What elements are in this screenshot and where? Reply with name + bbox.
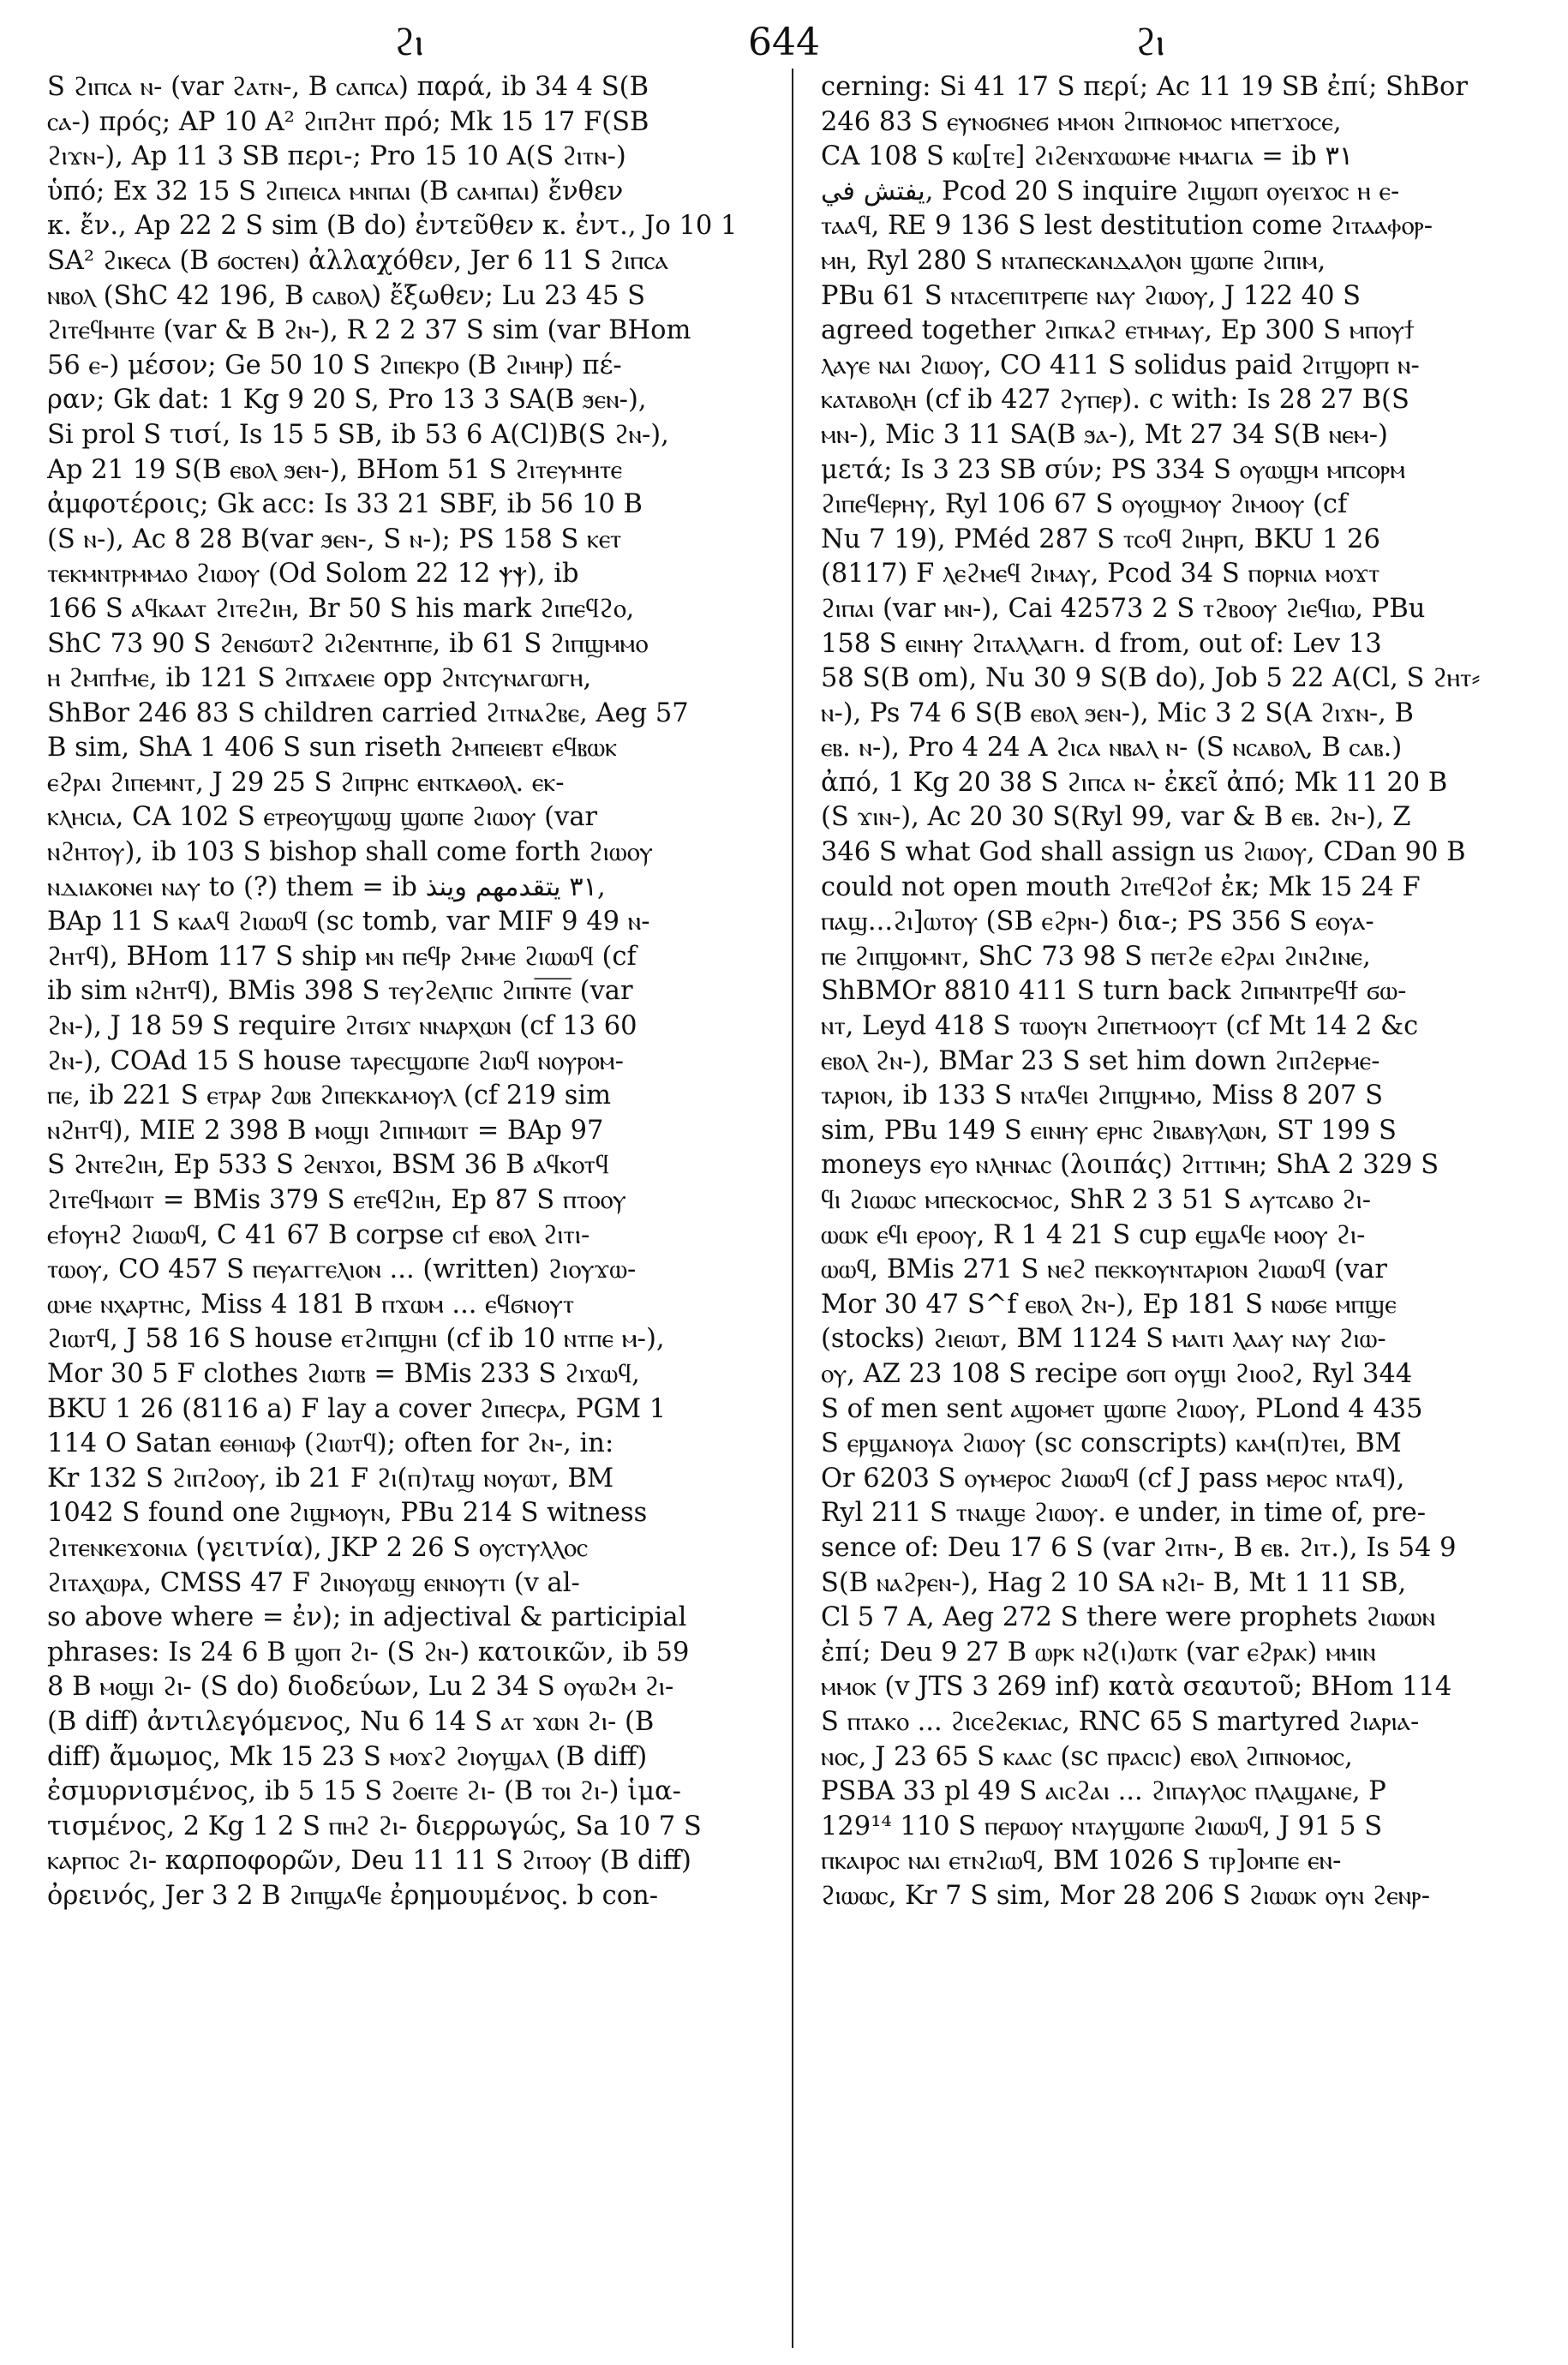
text-line: ἀπό, 1 Kg 20 38 S ϩⲓⲡⲥⲁ ⲛ- ἐκεῖ ἀπό; Mk 11 20 B bbox=[821, 767, 1448, 798]
text-line: Ryl 211 S ⲧⲛⲁϣⲉ ϩⲓⲱⲟⲩ. e under, in time of, pre- bbox=[821, 1498, 1427, 1529]
right-column bbox=[821, 70, 1553, 2350]
text-line: (S ⲛ-), Ac 8 28 B(var ϧⲉⲛ-, S ⲛ-); PS 158 S ⲕⲉⲧ bbox=[47, 524, 622, 554]
text-line: ϩⲓⲡⲁⲓ (var ⲙⲛ-), Cai 42573 2 S ⲧϩⲃⲟⲟⲩ ϩⲓⲉϥⲓⲱ, PBu bbox=[821, 593, 1426, 624]
text-line: ⲉⲃⲟⲗ ϩⲛ-), BMar 23 S set him down ϩⲓⲡϩⲉⲣⲙⲉ- bbox=[821, 1045, 1380, 1076]
text-line: Or 6203 S ⲟⲩⲙⲉⲣⲟⲥ ϩⲓⲱⲱϥ (cf J pass ⲙⲉⲣⲟⲥ ⲛⲧⲁϥ), bbox=[821, 1463, 1405, 1494]
text-line: ϩⲛ-), COAd 15 S house ⲧⲁⲣⲉⲥϣⲱⲡⲉ ϩⲓⲱϥ ⲛⲟⲩⲣⲟⲙ- bbox=[47, 1045, 624, 1076]
text-line: ⲱⲱⲕ ⲉϥⲓ ⲉⲣⲟⲟⲩ, R 1 4 21 S cup ⲉϣⲁϥⲉ ⲙⲟⲟⲩ ϩⲓ- bbox=[821, 1219, 1366, 1250]
text-line: ⲉϩⲣⲁⲓ ϩⲓⲡⲉⲙⲛⲧ, J 29 25 S ϩⲓⲡⲣⲏⲥ ⲉⲛⲧⲕⲁⲑⲟⲗ. ⲉⲕ- bbox=[47, 767, 565, 798]
text-line: so above where = ἐν); in adjectival & participial bbox=[47, 1602, 687, 1633]
text-line: ⲛⲟⲥ, J 23 65 S ⲕⲁⲁⲥ (sc ⲡⲣⲁⲥⲓⲥ) ⲉⲃⲟⲗ ϩⲓⲡⲛⲟⲙⲟⲥ, bbox=[821, 1741, 1353, 1772]
page-number: 644 bbox=[748, 21, 820, 64]
text-line: ἐσμυρνισμένος, ib 5 15 S ϩⲟⲉⲓⲧⲉ ϩⲓ- (B ⲧⲟⲓ ϩⲓ-) ἱμα- bbox=[47, 1776, 681, 1807]
text-line: PBu 61 S ⲛⲧⲁⲥⲉⲡⲓⲧⲣⲉⲡⲉ ⲛⲁⲩ ϩⲓⲱⲟⲩ, J 122 40 S bbox=[821, 280, 1362, 311]
text-line: μετά; Is 3 23 SB σύν; PS 334 S ⲟⲩⲱϣⲙ ⲙⲡⲥⲟⲣⲙ bbox=[821, 454, 1406, 485]
text-line: τισμένος, 2 Kg 1 2 S ⲡⲏϩ ϩⲓ- διερρωγώς, Sa 10 7 S bbox=[47, 1811, 702, 1841]
text-line: ⲡⲉ ϩⲓⲡϣⲟⲙⲛⲧ, ShC 73 98 S ⲡⲉⲧϩⲉ ⲉϩⲣⲁⲓ ϩⲓⲛϩⲓⲛⲉ, bbox=[821, 941, 1371, 972]
text-line: ϩⲓⲡⲉϥⲉⲣⲏⲩ, Ryl 106 67 S ⲟⲩⲟϣⲙⲟⲩ ϩⲓⲙⲟⲟⲩ (cf bbox=[821, 489, 1348, 520]
text-line: (stocks) ϩⲓⲉⲓⲱⲧ, BM 1124 S ⲙⲁⲓⲧⲓ ⲗⲁⲁⲩ ⲛⲁⲩ ϩⲓⲱ- bbox=[821, 1324, 1386, 1355]
text-line: CA 108 S ⲕⲱ[ⲧⲉ] ϩⲓϩⲉⲛϫⲱⲱⲙⲉ ⲙⲙⲁⲅⲓⲁ = ib ٣١ bbox=[821, 141, 1354, 172]
text-line: SA² ϩⲓⲕⲉⲥⲁ (B ϭⲟⲥⲧⲉⲛ) ἀλλαχόθεν, Jer 6 11 S ϩⲓⲡⲥⲁ bbox=[47, 245, 668, 276]
text-line: 158 S ⲉⲓⲛⲏⲩ ϩⲓⲧⲁⲗⲗⲁⲅⲏ. d from, out of: Lev 13 bbox=[821, 628, 1382, 659]
text-line: κ. ἔν., Ap 22 2 S sim (B do) ἐντεῦθεν κ. ἐντ., Jo 10 1 bbox=[47, 211, 738, 242]
text-line: ⲛϩⲏⲧϥ), MIE 2 398 B ⲙⲟϣⲓ ϩⲓⲡⲓⲙⲱⲓⲧ = BAp 97 bbox=[47, 1115, 604, 1146]
text-line: BKU 1 26 (8116 a) F lay a cover ϩⲓⲡⲉⲥⲣⲁ, PGM 1 bbox=[47, 1393, 667, 1424]
text-line: Si prol S τισί, Is 15 5 SB, ib 53 6 A(Cl)B(S ϩⲛ-), bbox=[47, 419, 669, 450]
text-line: 58 S(B om), Nu 30 9 S(B do), Job 5 22 A(Cl, S ϩⲏⲧ⸗ bbox=[821, 663, 1481, 694]
text-line: ὑπό; Ex 32 15 S ϩⲓⲡⲉⲓⲥⲁ ⲙⲛⲡⲁⲓ (B ⲥⲁⲙⲡⲁⲓ) ἔνθεν bbox=[47, 176, 624, 207]
text-line: could not open mouth ϩⲓⲧⲉϥϩⲟϯ ἐκ; Mk 15 24 F bbox=[821, 871, 1421, 902]
text-line: 346 S what God shall assign us ϩⲓⲱⲟⲩ, CDan 90 B bbox=[821, 837, 1466, 868]
text-line: 1042 S found one ϩⲓϣⲙⲟⲩⲛ, PBu 214 S witness bbox=[47, 1498, 648, 1529]
text-line: ⲕⲗⲏⲥⲓⲁ, CA 102 S ⲉⲧⲣⲉⲟⲩϣⲱϣ ϣⲱⲡⲉ ϩⲓⲱⲟⲩ (var bbox=[47, 802, 598, 833]
text-line: sence of: Deu 17 6 S (var ϩⲓⲧⲛ-, B ⲉⲃ. ϩⲓⲧ.), Is 54 9 bbox=[821, 1532, 1457, 1563]
text-line: 8 B ⲙⲟϣⲓ ϩⲓ- (S do) διοδεύων, Lu 2 34 S ⲟⲩⲱϩⲙ ϩⲓ- bbox=[47, 1672, 674, 1703]
text-line: ShBor 246 83 S children carried ϩⲓⲧⲛⲁϩⲃⲉ, Aeg 57 bbox=[47, 698, 689, 728]
text-line: Mor 30 47 S^f ⲉⲃⲟⲗ ϩⲛ-), Ep 181 S ⲛⲱϭⲉ ⲙⲡϣⲉ bbox=[821, 1289, 1397, 1320]
text-line: Nu 7 19), PMéd 287 S ⲧⲥⲟϥ ϩⲓⲏⲣⲡ, BKU 1 26 bbox=[821, 524, 1380, 554]
text-line: 114 O Satan ⲉⲑⲏⲓⲱⲫ (ϩⲓⲱⲧϥ); often for ϩⲛ-, in: bbox=[47, 1428, 614, 1459]
text-line: Kr 132 S ϩⲓⲡϩⲟⲟⲩ, ib 21 F ϩⲓ(ⲡ)ⲧⲁϣ ⲛⲟⲩⲱⲧ, BM bbox=[47, 1463, 614, 1494]
text-line: ⲱⲙⲉ ⲛⲭⲁⲣⲧⲏⲥ, Miss 4 181 B ⲡϫⲱⲙ ... ⲉϥϭⲛⲟⲩⲧ bbox=[47, 1289, 575, 1320]
text-line: ⲡⲁϣ...ϩⲓ]ⲱⲧⲟⲩ (SB ⲉϩⲣⲛ-) δια-; PS 356 S ⲉⲟⲩⲁ- bbox=[821, 907, 1374, 937]
text-line: ⲛⲃⲟⲗ (ShC 42 196, B ⲥⲁⲃⲟⲗ) ἔξωθεν; Lu 23 45 S bbox=[47, 280, 646, 311]
text-line: ⲙⲙⲟⲕ (v JTS 3 269 inf) κατὰ σεαυτοῦ; BHom 114 bbox=[821, 1672, 1452, 1703]
text-line: ἐπί; Deu 9 27 B ⲱⲣⲕ ⲛϩ(ⲓ)ⲱⲧⲕ (var ⲉϩⲣⲁⲕ) ⲙⲙⲓⲛ bbox=[821, 1637, 1376, 1667]
text-line: 246 83 S ⲉⲩⲛⲟϭⲛⲉϭ ⲙⲙⲟⲛ ϩⲓⲡⲛⲟⲙⲟⲥ ⲙⲡⲉⲧϫⲟⲥⲉ, bbox=[821, 106, 1342, 137]
text-line: S ⲉⲣϣⲁⲛⲟⲩⲁ ϩⲓⲱⲟⲩ (sc conscripts) ⲕⲁⲙ(ⲡ)ⲧⲉⲓ, BM bbox=[821, 1428, 1402, 1459]
text-line: ἀμφοτέροις; Gk acc: Is 33 21 SBF, ib 56 10 B bbox=[47, 489, 643, 520]
text-line: PSBA 33 pl 49 S ⲁⲓⲥϩⲁⲓ ... ϩⲓⲡⲁⲩⲗⲟⲥ ⲡⲗⲁϣⲁⲛⲉ, P bbox=[821, 1776, 1386, 1807]
left-running-headword: ϩⲓ bbox=[394, 21, 424, 64]
text-line: (B diff) ἀντιλεγόμενος, Nu 6 14 S ⲁⲧ ϫⲱⲛ ϩⲓ- (B bbox=[47, 1706, 655, 1737]
text-line: ⲙⲏ, Ryl 280 S ⲛⲧⲁⲡⲉⲥⲕⲁⲛⲇⲁⲗⲟⲛ ϣⲱⲡⲉ ϩⲓⲡⲓⲙ, bbox=[821, 245, 1326, 276]
text-line: ϩⲓⲧⲉϥⲙⲱⲓⲧ = BMis 379 S ⲉⲧⲉϥϩⲓⲏ, Ep 87 S ⲡⲧⲟⲟⲩ bbox=[47, 1185, 626, 1215]
text-line: ⲡⲕⲁⲓⲣⲟⲥ ⲛⲁⲓ ⲉⲧⲛϩⲓⲱϥ, BM 1026 S ⲧⲓⲣ]ⲟⲙⲡⲉ ⲉⲛ- bbox=[821, 1846, 1342, 1877]
text-line: BAp 11 S ⲕⲁⲁϥ ϩⲓⲱⲱϥ (sc tomb, var MIF 9 49 ⲛ- bbox=[47, 907, 650, 937]
text-line: ϩⲓⲧⲉⲛⲕⲉϫⲟⲛⲓⲁ (γειτνία), JKP 2 26 S ⲟⲩⲥⲧⲩⲗⲗⲟⲥ bbox=[47, 1532, 589, 1563]
text-line: agreed together ϩⲓⲡⲕⲁϩ ⲉⲧⲙⲙⲁⲩ, Ep 300 S ⲙⲡⲟⲩϯ bbox=[821, 315, 1415, 346]
text-line: S ϩⲓⲡⲥⲁ ⲛ- (var ϩⲁⲧⲛ-, B ⲥⲁⲡⲥⲁ) παρά, ib 34 4 S(B bbox=[47, 72, 649, 102]
text-line: ϩⲓⲧⲉϥⲙⲏⲧⲉ (var & B ϩⲛ-), R 2 2 37 S sim (var BHom bbox=[47, 315, 691, 346]
text-line: ShBMOr 8810 411 S turn back ϩⲓⲡⲙⲛⲧⲣⲉϥϯ ϭⲱ- bbox=[821, 976, 1407, 1007]
text-line: يفتش في, Pcod 20 S inquire ϩⲓϣⲱⲡ ⲟⲩⲉⲓϫⲟⲥ ⲏ ⲉ- bbox=[821, 176, 1400, 207]
text-line: ⲧⲉⲕⲙⲛⲧⲣⲙⲙⲁⲟ ϩⲓⲱⲟⲩ (Od Solom 22 12 ⲯⲯ), ib bbox=[47, 559, 579, 590]
text-line: ShC 73 90 S ϩⲉⲛϭⲱⲧϩ ϩⲓϩⲉⲛⲧⲏⲡⲉ, ib 61 S ϩⲓⲡϣⲙⲙⲟ bbox=[47, 628, 649, 659]
text-line: moneys ⲉⲩⲟ ⲛⲗⲏⲛⲁⲥ (λοιπάς) ϩⲓⲧⲧⲓⲙⲏ; ShA 2 329 S bbox=[821, 1150, 1439, 1181]
text-line: S(B ⲛⲁϩⲣⲉⲛ-), Hag 2 10 SA ⲛϩⲓ- B, Mt 1 11 SB, bbox=[821, 1567, 1407, 1598]
text-line: (S ϫⲓⲛ-), Ac 20 30 S(Ryl 99, var & B ⲉⲃ. ϩⲛ-), Z bbox=[821, 802, 1411, 833]
text-line: ϩⲓⲱⲱⲥ, Kr 7 S sim, Mor 28 206 S ϩⲓⲱⲱⲕ ⲟⲩⲛ ϩⲉⲛⲣ- bbox=[821, 1880, 1431, 1911]
text-line: sim, PBu 149 S ⲉⲓⲛⲏⲩ ⲉⲣⲏⲥ ϩⲓⲃⲁⲃⲩⲗⲱⲛ, ST 199 S bbox=[821, 1115, 1397, 1146]
left-column bbox=[47, 70, 780, 2350]
text-line: ⲗⲁⲩⲉ ⲛⲁⲓ ϩⲓⲱⲟⲩ, CO 411 S solidus paid ϩⲓⲧϣⲟⲣⲡ ⲛ- bbox=[821, 350, 1420, 380]
text-line: Mor 30 5 F clothes ϩⲓⲱⲧⲃ = BMis 233 S ϩⲓϫⲱϥ, bbox=[47, 1358, 640, 1389]
text-line: S ⲡⲧⲁⲕⲟ ... ϩⲓⲥⲉϩⲉⲕⲓⲁⲥ, RNC 65 S martyred ϩⲓⲁⲣⲓⲁ- bbox=[821, 1706, 1420, 1737]
text-line: ⲕⲁⲧⲁⲃⲟⲗⲏ (cf ib 427 ϩⲩⲡⲉⲣ). c with: Is 28 27 B(S bbox=[821, 385, 1409, 416]
text-line: ⲙⲛ-), Mic 3 11 SA(B ϧⲁ-), Mt 27 34 S(B ⲛⲉⲙ-) bbox=[821, 419, 1388, 450]
text-line: ⲥⲁ-) πρός; AP 10 A² ϩⲓⲡϩⲏⲧ πρό; Mk 15 17 F(SB bbox=[47, 106, 649, 137]
text-line: 129¹⁴ 110 S ⲡⲉⲣⲱⲟⲩ ⲛⲧⲁⲩϣⲱⲡⲉ ϩⲓⲱⲱϥ, J 91 5 S bbox=[821, 1811, 1383, 1841]
text-line: ⲛ-), Ps 74 6 S(B ⲉⲃⲟⲗ ϧⲉⲛ-), Mic 3 2 S(A ϩⲓϫⲛ-, B bbox=[821, 698, 1414, 728]
page-header bbox=[51, 15, 1517, 69]
text-line: ραν; Gk dat: 1 Kg 9 20 S, Pro 13 3 SA(B ϧⲉⲛ-), bbox=[47, 385, 647, 416]
text-line: ϩⲓϫⲛ-), Ap 11 3 SB περι-; Pro 15 10 A(S ϩⲓⲧⲛ-) bbox=[47, 141, 626, 172]
text-line: ϩⲛ-), J 18 59 S require ϩⲓⲧϭⲓϫ ⲛⲛⲁⲣⲭⲱⲛ (cf 13 60 bbox=[47, 1011, 637, 1042]
text-line: ⲉⲃ. ⲛ-), Pro 4 24 A ϩⲓⲥⲁ ⲛⲃⲁⲗ ⲛ- (S ⲛⲥⲁⲃⲟⲗ, B ⲥⲁⲃ.) bbox=[821, 733, 1403, 763]
text-line: Ap 21 19 S(B ⲉⲃⲟⲗ ϧⲉⲛ-), BHom 51 S ϩⲓⲧⲉⲩⲙⲏⲧⲉ bbox=[47, 454, 623, 485]
text-line: ib sim ⲛϩⲏⲧϥ), BMis 398 S ⲧⲉⲩϩⲉⲗⲡⲓⲥ ϩⲓⲡⲛ̅ⲧ̅ⲉ̅ (var bbox=[47, 976, 633, 1007]
text-line: ϩⲏⲧϥ), BHom 117 S ship ⲙⲛ ⲡⲉϥⲣ ϩⲙⲙⲉ ϩⲓⲱⲱϥ (cf bbox=[47, 941, 637, 972]
text-line: S ϩⲛⲧⲉϩⲓⲏ, Ep 533 S ϩⲉⲛϫⲟⲓ, BSM 36 B ⲁϥⲕⲟⲧϥ bbox=[47, 1150, 609, 1181]
text-line: ⲕⲁⲣⲡⲟⲥ ϩⲓ- καρποφορῶν, Deu 11 11 S ϩⲓⲧⲟⲟⲩ (B diff) bbox=[47, 1846, 691, 1877]
column-divider bbox=[792, 69, 793, 2348]
text-line: ⲏ ϩⲙⲡϯⲙⲉ, ib 121 S ϩⲓⲡϫⲁⲉⲓⲉ opp ϩⲛⲧⲥⲩⲛⲁⲅⲱⲅⲏ, bbox=[47, 663, 592, 694]
text-line: ⲡⲉ, ib 221 S ⲉⲧⲣⲁⲣ ϩⲱⲃ ϩⲓⲡⲉⲕⲕⲁⲙⲟⲩⲗ (cf 219 sim bbox=[47, 1081, 612, 1111]
text-line: ⲛⲇⲓⲁⲕⲟⲛⲉⲓ ⲛⲁⲩ to (?) them = ib ٣١ يتقدمهم وينذ, bbox=[47, 871, 606, 902]
text-line: ὀρεινός, Jer 3 2 B ϩⲓⲡϣⲁϥⲉ ἐρημουμένος. b con- bbox=[47, 1880, 659, 1911]
text-line: cerning: Si 41 17 S περί; Ac 11 19 SB ἐπί; ShBor bbox=[821, 72, 1468, 102]
text-line: diff) ἄμωμος, Mk 15 23 S ⲙⲟϫϩ ϩⲓⲟⲩϣⲁⲗ (B diff) bbox=[47, 1741, 648, 1772]
text-line: ⲉϯⲟⲩⲏϩ ϩⲓⲱⲱϥ, C 41 67 B corpse ⲥⲓϯ ⲉⲃⲟⲗ ϩⲓⲧⲓ- bbox=[47, 1219, 590, 1250]
right-running-headword: ϩⲓ bbox=[1135, 21, 1165, 64]
text-line: ⲱⲱϥ, BMis 271 S ⲛⲉϩ ⲡⲉⲕⲕⲟⲩⲛⲧⲁⲣⲓⲟⲛ ϩⲓⲱⲱϥ (var bbox=[821, 1254, 1387, 1285]
text-line: ⲧⲱⲟⲩ, CO 457 S ⲡⲉⲩⲁⲅⲅⲉⲗⲓⲟⲛ ... (written) ϩⲓⲟⲩϫⲱ- bbox=[47, 1254, 637, 1285]
text-line: ⲧⲁⲣⲓⲟⲛ, ib 133 S ⲛⲧⲁϥⲉⲓ ϩⲓⲡϣⲙⲙⲟ, Miss 8 207 S bbox=[821, 1081, 1383, 1111]
text-line: 166 S ⲁϥⲕⲁⲁⲧ ϩⲓⲧⲉϩⲓⲏ, Br 50 S his mark ϩⲓⲡⲉϥϩⲟ, bbox=[47, 593, 635, 624]
text-line: (8117) F ⲗⲉϩⲙⲉϥ ϩⲓⲙⲁⲩ, Pcod 34 S ⲡⲟⲣⲛⲓⲁ ⲙⲟϫⲧ bbox=[821, 559, 1380, 590]
text-line: ⲟⲩ, AZ 23 108 S recipe ϭⲟⲡ ⲟⲩϣⲓ ϩⲓⲟⲟϩ, Ryl 344 bbox=[821, 1358, 1413, 1389]
text-line: 56 ⲉ-) μέσον; Ge 50 10 S ϩⲓⲡⲉⲕⲣⲟ (B ϩⲓⲙⲏⲣ) πέ- bbox=[47, 350, 622, 380]
text-line: ⲛϩⲏⲧⲟⲩ), ib 103 S bishop shall come forth ϩⲓⲱⲟⲩ bbox=[47, 837, 653, 868]
text-line: phrases: Is 24 6 B ϣⲟⲡ ϩⲓ- (S ϩⲛ-) κατοικῶν, ib 59 bbox=[47, 1637, 690, 1667]
text-line: S of men sent ⲁϣⲟⲙⲉⲧ ϣⲱⲡⲉ ϩⲓⲱⲟⲩ, PLond 4 435 bbox=[821, 1393, 1423, 1424]
text-line: ⲧⲁⲁϥ, RE 9 136 S lest destitution come ϩⲓⲧⲁⲁⲫⲟⲣ- bbox=[821, 211, 1433, 242]
text-line: ϩⲓⲧⲁⲭⲱⲣⲁ, CMSS 47 F ϩⲓⲛⲟⲩⲱϣ ⲉⲛⲛⲟⲩⲧⲓ (v al- bbox=[47, 1567, 580, 1598]
text-line: ⲛⲧ, Leyd 418 S ⲧⲱⲟⲩⲛ ϩⲓⲡⲉⲧⲙⲟⲟⲩⲧ (cf Mt 14 2 &c bbox=[821, 1011, 1419, 1042]
text-line: Cl 5 7 A, Aeg 272 S there were prophets ϩⲓⲱⲱⲛ bbox=[821, 1602, 1436, 1633]
text-line: ϩⲓⲱⲧϥ, J 58 16 S house ⲉⲧϩⲓⲡϣⲏⲓ (cf ib 10 ⲛⲧⲡⲉ ⲙ-), bbox=[47, 1324, 665, 1355]
text-line: B sim, ShA 1 406 S sun riseth ϩⲙⲡⲉⲓⲉⲃⲧ ⲉϥⲃⲱⲕ bbox=[47, 733, 617, 763]
text-line: ϥⲓ ϩⲓⲱⲱⲥ ⲙⲡⲉⲥⲕⲟⲥⲙⲟⲥ, ShR 2 3 51 S ⲁⲩⲧⲥⲁⲃⲟ ϩⲓ- bbox=[821, 1185, 1372, 1215]
